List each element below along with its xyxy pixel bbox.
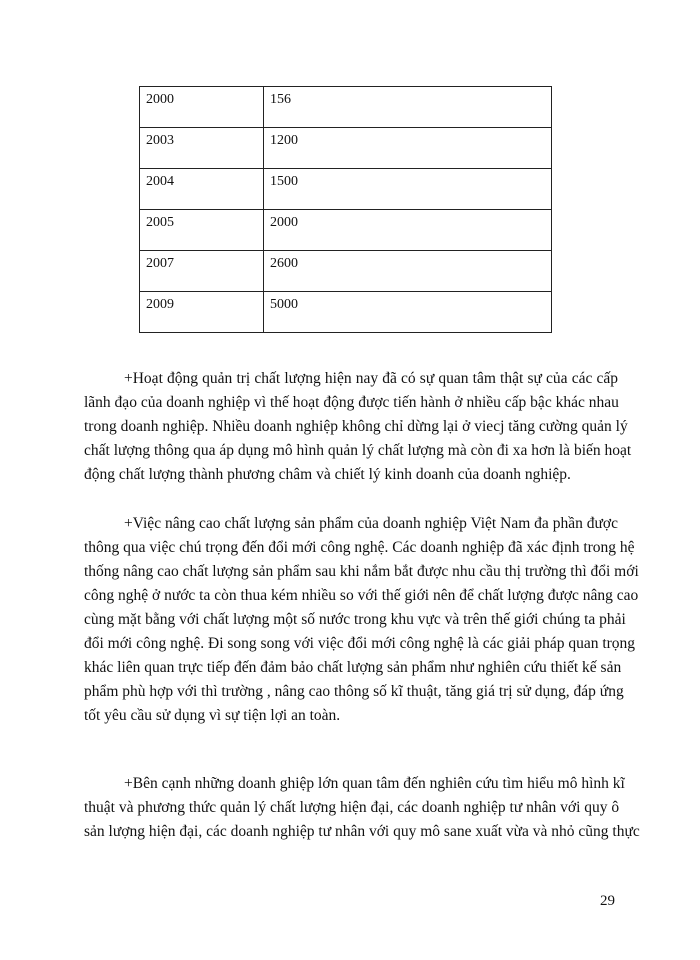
- paragraph-quality-management: [84, 367, 632, 487]
- table-row: [140, 210, 552, 251]
- paragraph-line: thuật và phương thức quản lý chất lượng hiện đại, các doanh nghiệp tư nhân với quy ô: [84, 799, 620, 816]
- year-cell: 2005: [140, 210, 264, 251]
- year-cell: 2009: [140, 292, 264, 333]
- paragraph-technology-innovation: [84, 512, 639, 728]
- paragraph-line: lãnh đạo của doanh nghiệp vì thế hoạt động được tiến hành ở nhiều cấp bậc khác nhau: [84, 394, 619, 411]
- paragraph-line: khác liên quan trực tiếp đến đảm bảo chất lượng sản phẩm như nghiên cứu thiết kế sản: [84, 659, 622, 676]
- table-row: [140, 251, 552, 292]
- paragraph-private-enterprises: [84, 772, 640, 844]
- paragraph-line: cùng mặt bằng với chất lượng một số nước trong khu vực và trên thế giới chúng ta phải: [84, 611, 626, 628]
- year-cell: 2007: [140, 251, 264, 292]
- paragraph-line: tốt yêu cầu sử dụng vì sự tiện lợi an toàn.: [84, 707, 341, 724]
- value-cell: 2000: [264, 210, 552, 251]
- value-cell: 5000: [264, 292, 552, 333]
- table-row: [140, 292, 552, 333]
- value-cell: 156: [264, 87, 552, 128]
- paragraph-line: +Bên cạnh những doanh ghiệp lớn quan tâm đến nghiên cứu tìm hiểu mô hình kĩ: [124, 775, 625, 792]
- table-row: [140, 87, 552, 128]
- year-cell: 2003: [140, 128, 264, 169]
- paragraph-line: đổi mới công nghệ. Đi song song với việc đổi mới công nghệ là các giải pháp quan trọng: [84, 635, 636, 652]
- value-cell: 2600: [264, 251, 552, 292]
- paragraph-line: thống nâng cao chất lượng sản phẩm sau khi nắm bắt được nhu cầu thị trường thì đổi mới: [84, 563, 639, 580]
- paragraph-line: động chất lượng thành phương châm và chiết lý kinh doanh của doanh nghiệp.: [84, 466, 571, 483]
- table-row: [140, 169, 552, 210]
- year-cell: 2000: [140, 87, 264, 128]
- paragraph-line: +Hoạt động quản trị chất lượng hiện nay đã có sự quan tâm thật sự của các cấp: [124, 370, 618, 387]
- paragraph-line: thông qua việc chú trọng đến đổi mới công nghệ. Các doanh nghiệp đã xác định trong hệ: [84, 539, 635, 556]
- paragraph-line: phẩm phù hợp với thì trường , nâng cao thông số kĩ thuật, tăng giá trị sử dụng, đáp ứng: [84, 683, 624, 700]
- paragraph-line: trong doanh nghiệp. Nhiều doanh nghiệp không chỉ dừng lại ở viecj tăng cường quản lý: [84, 418, 628, 435]
- paragraph-line: sản lượng hiện đại, các doanh nghiệp tư nhân với quy mô sane xuất vừa và nhỏ cũng thực: [84, 823, 640, 840]
- paragraph-line: công nghệ ở nước ta còn thua kém nhiều so với thế giới nên để chất lượng được nâng cao: [84, 587, 639, 604]
- value-cell: 1200: [264, 128, 552, 169]
- paragraph-line: chất lượng thông qua áp dụng mô hình quản lý chất lượng mà còn đi xa hơn là biến hoạt: [84, 442, 632, 459]
- data-table: [139, 86, 552, 333]
- value-cell: 1500: [264, 169, 552, 210]
- paragraph-line: +Việc nâng cao chất lượng sản phẩm của doanh nghiệp Việt Nam đa phần được: [124, 515, 618, 532]
- page-number: 29: [600, 893, 615, 909]
- table-row: [140, 128, 552, 169]
- year-cell: 2004: [140, 169, 264, 210]
